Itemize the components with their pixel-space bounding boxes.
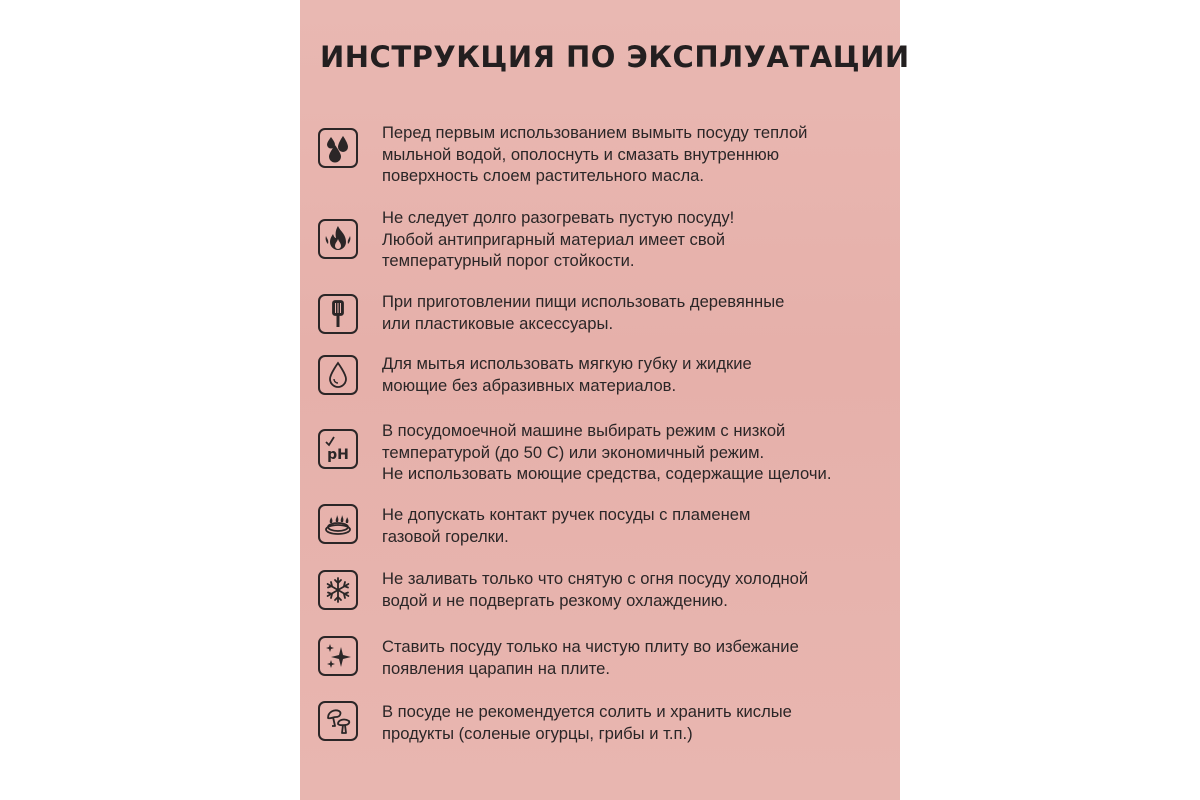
instruction-text: В посудомоечной машине выбирать режим с низкой температурой (до 50 С) или экономичный режим. Не использовать моющие средства, содержащие щелочи. bbox=[382, 421, 832, 483]
spatula-icon bbox=[318, 294, 358, 334]
mushroom-icon bbox=[318, 701, 358, 741]
instruction-text: Не следует долго разогревать пустую посуду! Любой антипригарный материал имеет свой температурный порог стойкости. bbox=[382, 208, 735, 270]
instruction-text: При приготовлении пищи использовать деревянные или пластиковые аксессуары. bbox=[382, 292, 785, 333]
ph-icon bbox=[318, 429, 358, 469]
snowflake-icon bbox=[318, 570, 358, 610]
instruction-text: Ставить посуду только на чистую плиту во избежание появления царапин на плите. bbox=[382, 637, 799, 678]
gas-burner-icon bbox=[318, 504, 358, 544]
fire-icon bbox=[318, 219, 358, 259]
instruction-text: Не заливать только что снятую с огня посуду холодной водой и не подвергать резкому охлаждению. bbox=[382, 569, 809, 610]
instruction-text: Не допускать контакт ручек посуды с пламенем газовой горелки. bbox=[382, 505, 751, 546]
instruction-text: Для мытья использовать мягкую губку и жидкие моющие без абразивных материалов. bbox=[382, 354, 752, 395]
instruction-panel bbox=[300, 0, 910, 800]
page-title: ИНСТРУКЦИЯ ПО ЭКСПЛУАТАЦИИ bbox=[320, 40, 910, 74]
instruction-text: Перед первым использованием вымыть посуду теплой мыльной водой, ополоснуть и смазать внутреннюю поверхность слоем растительного масла. bbox=[382, 123, 808, 185]
water-drops-icon bbox=[318, 128, 358, 168]
sparkles-icon bbox=[318, 636, 358, 676]
ph-label: pH bbox=[327, 447, 349, 463]
drop-icon bbox=[318, 355, 358, 395]
instruction-text: В посуде не рекомендуется солить и хранить кислые продукты (соленые огурцы, грибы и т.п.) bbox=[382, 702, 792, 743]
